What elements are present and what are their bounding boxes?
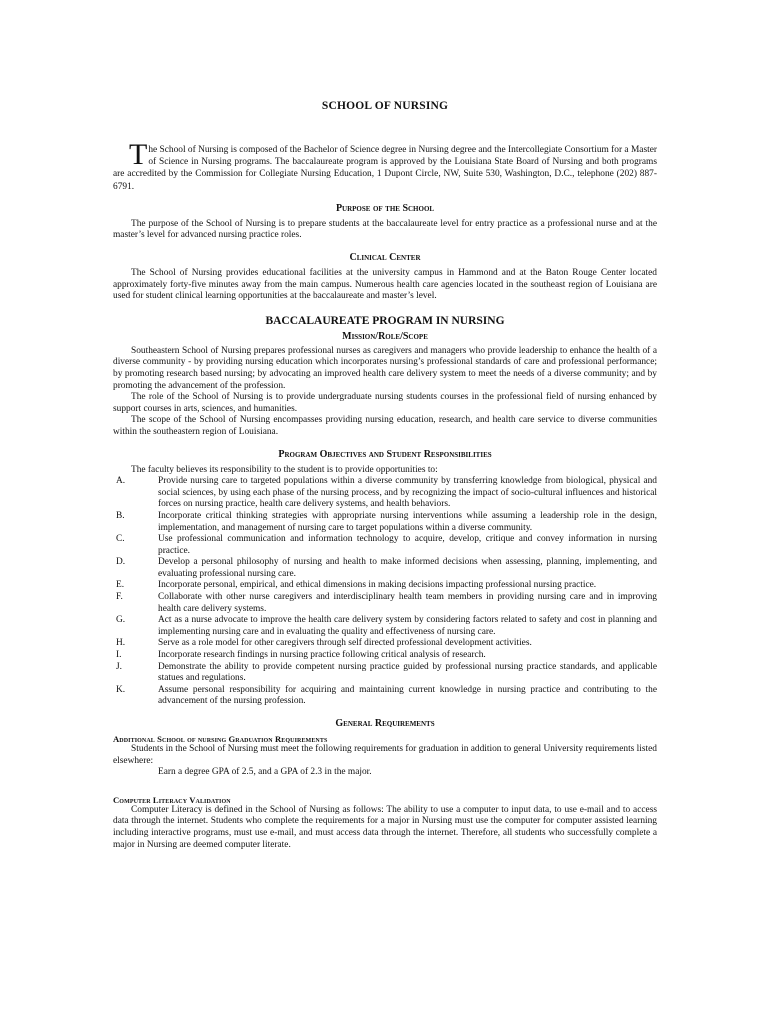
list-item [113, 615, 657, 638]
list-item-letter: I. [116, 650, 122, 661]
list-item-text: Collaborate with other nurse caregivers and interdisciplinary health team members in providing nursing care and in improving health care delivery systems. [158, 592, 657, 614]
objectives-lead: The faculty believes its responsibility to the student is to provide opportunities to: [131, 464, 438, 475]
list-item-text: Serve as a role model for other caregivers through self directed professional development activities. [158, 638, 532, 649]
intro-text: he School of Nursing is composed of the Bachelor of Science degree in Nursing degree and the Intercollegiate Consortium for a Master of Science in Nursing programs. The baccalaureate program is approved by the Louisiana State Board of Nursing and both programs are accredited by the Commission for Collegiate Nursing Education, 1 Dupont Circle, NW, Suite 530, Washington, D.C., telephone (202) 887-6791. [113, 145, 657, 192]
computer-literacy-heading: Computer Literacy Validation [113, 794, 231, 805]
list-item-text: Assume personal responsibility for acquiring and maintaining current knowledge in nursing practice and contributing to the advancement of the nursing profession. [158, 684, 657, 707]
list-item-text: Use professional communication and information technology to acquire, develop, critique and convey information in nursing practice. [158, 534, 657, 556]
list-item-text: Incorporate research findings in nursing practice following critical analysis of research. [158, 650, 486, 661]
additional-requirements-heading: Additional School of nursing Graduation Requirements [113, 734, 328, 744]
list-item [113, 650, 657, 662]
list-item-text: Act as a nurse advocate to improve the health care delivery system by considering factors related to safety and cost in planning and implementing nursing care and in evaluating the quality and effectiveness of nursing care. [158, 615, 657, 637]
document-page [113, 100, 657, 851]
list-item-text: Develop a personal philosophy of nursing and health to make informed decisions when assessing, planning, implementing, and evaluating professional nursing care. [158, 557, 657, 579]
mission-heading: Mission/Role/Scope [342, 330, 428, 342]
page-title: SCHOOL OF NURSING [321, 100, 449, 112]
list-item-letter: B. [116, 510, 125, 521]
list-item-letter: K. [116, 684, 126, 695]
baccalaureate-heading: BACCALAUREATE PROGRAM IN NURSING [265, 314, 505, 327]
list-item [113, 662, 657, 685]
list-item-letter: G. [116, 615, 126, 626]
list-item-letter: F. [116, 592, 123, 603]
list-item [113, 685, 657, 708]
general-requirements-heading: General Requirements [335, 718, 435, 729]
list-item-text: Provide nursing care to targeted populations within a diverse community by transferring knowledge from biological, physical and social sciences, by using each phase of the nursing process, and by recognizing the impact of socio-cultural influences and historical forces on nursing practice, health care delivery systems, and health behaviors. [158, 476, 657, 510]
list-item [113, 511, 657, 534]
list-item-letter: A. [116, 476, 126, 487]
objectives-heading: Program Objectives and Student Responsibilities [278, 448, 492, 460]
scope-paragraph: The scope of the School of Nursing encompasses providing nursing education, research, and health care service to diverse communities within the southeastern region of Louisiana. [113, 415, 657, 437]
list-item [113, 638, 657, 650]
additional-requirements-text: Students in the School of Nursing must meet the following requirements for graduation in addition to general University requirements listed elsewhere: [113, 744, 657, 766]
clinical-center-heading: Clinical Center [349, 252, 421, 263]
computer-literacy-text: Computer Literacy is defined in the School of Nursing as follows: The ability to use a computer to input data, to use e-mail and to access data through the internet. Students who complete the requirements for a major in Nursing must use the computer for computer assisted learning including interactive programs, must use e-mail, and must access data through the internet. Therefore, all students who successfully complete a major in Nursing are deemed computer literate. [113, 804, 657, 850]
intro-paragraph [113, 138, 657, 193]
list-item-text: Incorporate personal, empirical, and ethical dimensions in making decisions impacting professional nursing practice. [158, 580, 597, 591]
list-item [113, 592, 657, 615]
list-item [113, 476, 657, 511]
list-item [113, 557, 657, 580]
mission-paragraph: Southeastern School of Nursing prepares professional nurses as caregivers and managers who provide leadership to enhance the health of a diverse community - by providing nursing education which incorporates nursing’s professional standards of care and professional performance; by promoting research based nursing; by advocating an improved health care delivery system to meet the needs of a diverse community; and by promoting the advancement of the profession. [113, 345, 657, 391]
list-item [113, 534, 657, 557]
list-item-text: Demonstrate the ability to provide competent nursing practice guided by professional nursing practice standards, and applicable statues and regulations. [158, 661, 657, 684]
objectives-list [113, 476, 657, 708]
list-item-letter: H. [116, 638, 126, 649]
purpose-text: The purpose of the School of Nursing is to prepare students at the baccalaureate level for entry practice as a professional nurse and at the master’s level for advanced nursing practice roles. [113, 218, 657, 241]
gpa-requirement: Earn a degree GPA of 2.5, and a GPA of 2.3 in the major. [158, 767, 372, 778]
list-item-text: Incorporate critical thinking strategies with appropriate nursing interventions while assuming a leadership role in the design, implementation, and management of nursing care to target populations within a diverse community. [158, 510, 657, 533]
list-item-letter: D. [116, 557, 126, 568]
section-spacer [113, 779, 657, 789]
list-item-letter: E. [116, 580, 125, 591]
purpose-heading: Purpose of the School [335, 202, 435, 214]
list-item-letter: J. [116, 661, 122, 672]
list-item-letter: C. [116, 534, 125, 545]
drop-cap: T [129, 138, 148, 171]
list-item [113, 580, 657, 592]
role-paragraph: The role of the School of Nursing is to provide undergraduate nursing students courses in the professional field of nursing enhanced by support courses in arts, sciences, and humanities. [113, 392, 657, 414]
clinical-center-text: The School of Nursing provides educational facilities at the university campus in Hammond and at the Baton Rouge Center located approximately forty-five minutes away from the main campus. Numerous health care agencies located in the southeast region of Louisiana are used for student clinical learning opportunities at the baccalaureate and master’s level. [113, 268, 657, 302]
